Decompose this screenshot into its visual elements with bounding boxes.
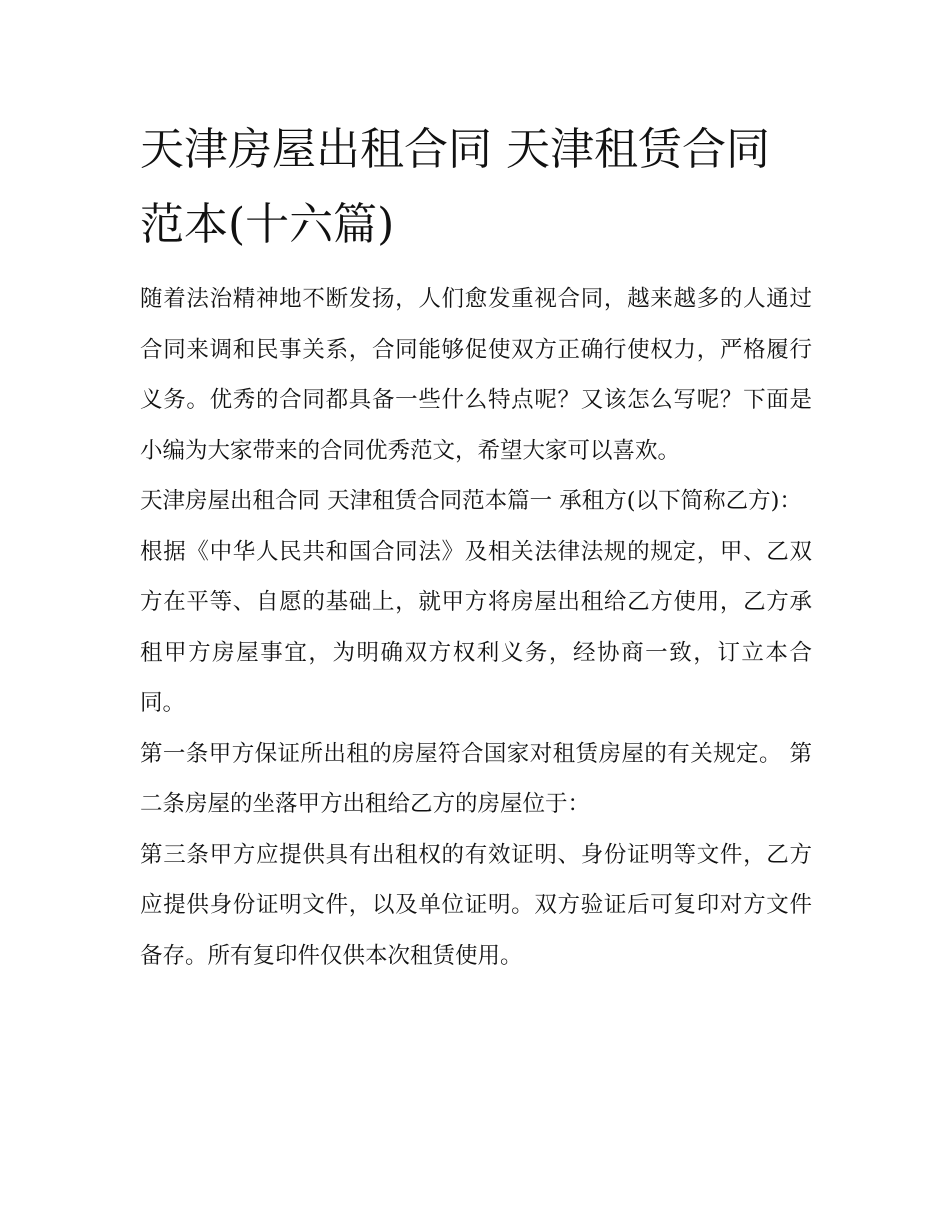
paragraph-contract-heading: 天津房屋出租合同 天津租赁合同范本篇一 承租方(以下简称乙方)：	[140, 488, 802, 514]
paragraph-legal-basis: 根据《中华人民共和国合同法》及相关法律法规的规定，甲、乙双方在平等、自愿的基础上，就甲方将房屋出租给乙方使用，乙方承租甲方房屋事宜，为明确双方权利义务，经协商一致，订立本合同。	[140, 538, 812, 716]
paragraph-article-1-2: 第一条甲方保证所出租的房屋符合国家对租赁房屋的有关规定。 第二条房屋的坐落甲方出租给乙方的房屋位于：	[140, 740, 812, 817]
document-body	[140, 112, 812, 981]
paragraph-article-3: 第三条甲方应提供具有出租权的有效证明、身份证明等文件，乙方应提供身份证明文件，以及单位证明。双方验证后可复印对方文件备存。所有复印件仅供本次租赁使用。	[140, 841, 812, 969]
paragraph-intro: 随着法治精神地不断发扬，人们愈发重视合同，越来越多的人通过合同来调和民事关系，合同能够促使双方正确行使权力，严格履行义务。优秀的合同都具备一些什么特点呢？又该怎么写呢？下面是小编为大家带来的合同优秀范文，希望大家可以喜欢。	[140, 286, 812, 464]
document-title: 天津房屋出租合同 天津租赁合同范本(十六篇)	[140, 124, 770, 250]
